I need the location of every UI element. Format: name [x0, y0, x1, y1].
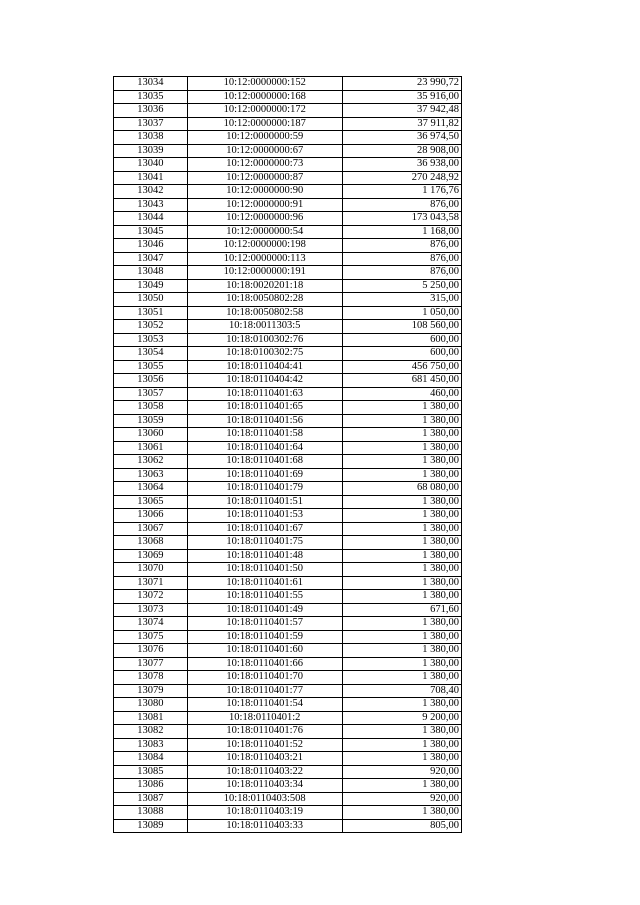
table-row	[114, 252, 462, 266]
row-number-cell: 13065	[114, 495, 188, 509]
cadastral-number-cell: 10:12:0000000:90	[187, 185, 342, 199]
value-cell: 671,60	[342, 603, 461, 617]
cadastral-number-cell: 10:18:0110401:68	[187, 455, 342, 469]
table-row	[114, 333, 462, 347]
cadastral-number-cell: 10:18:0110401:54	[187, 698, 342, 712]
cadastral-number-cell: 10:18:0110401:50	[187, 563, 342, 577]
table-row	[114, 441, 462, 455]
cadastral-number-cell: 10:18:0110403:22	[187, 765, 342, 779]
row-number-cell: 13060	[114, 428, 188, 442]
cadastral-number-cell: 10:18:0110401:52	[187, 738, 342, 752]
row-number-cell: 13038	[114, 131, 188, 145]
value-cell: 920,00	[342, 765, 461, 779]
cadastral-number-cell: 10:18:0110403:19	[187, 806, 342, 820]
value-cell: 1 176,76	[342, 185, 461, 199]
value-cell: 876,00	[342, 239, 461, 253]
value-cell: 456 750,00	[342, 360, 461, 374]
table-row	[114, 131, 462, 145]
row-number-cell: 13055	[114, 360, 188, 374]
table-row	[114, 698, 462, 712]
row-number-cell: 13086	[114, 779, 188, 793]
cadastral-number-cell: 10:18:0110401:57	[187, 617, 342, 631]
value-cell: 1 380,00	[342, 806, 461, 820]
cadastral-number-cell: 10:18:0110403:34	[187, 779, 342, 793]
row-number-cell: 13040	[114, 158, 188, 172]
value-cell: 36 938,00	[342, 158, 461, 172]
cadastral-number-cell: 10:18:0110401:56	[187, 414, 342, 428]
cadastral-number-cell: 10:18:0110401:59	[187, 630, 342, 644]
row-number-cell: 13041	[114, 171, 188, 185]
row-number-cell: 13071	[114, 576, 188, 590]
row-number-cell: 13079	[114, 684, 188, 698]
row-number-cell: 13084	[114, 752, 188, 766]
table-row	[114, 387, 462, 401]
table-row	[114, 630, 462, 644]
table-row	[114, 266, 462, 280]
cadastral-number-cell: 10:12:0000000:91	[187, 198, 342, 212]
table-row	[114, 576, 462, 590]
cadastral-number-cell: 10:18:0110401:63	[187, 387, 342, 401]
cadastral-number-cell: 10:12:0000000:113	[187, 252, 342, 266]
row-number-cell: 13069	[114, 549, 188, 563]
table-row	[114, 468, 462, 482]
cadastral-number-cell: 10:18:0110401:69	[187, 468, 342, 482]
value-cell: 5 250,00	[342, 279, 461, 293]
table-row	[114, 293, 462, 307]
cadastral-number-cell: 10:18:0110401:51	[187, 495, 342, 509]
cadastral-number-cell: 10:12:0000000:54	[187, 225, 342, 239]
cadastral-number-cell: 10:18:0110401:55	[187, 590, 342, 604]
value-cell: 1 380,00	[342, 644, 461, 658]
table-row	[114, 428, 462, 442]
row-number-cell: 13070	[114, 563, 188, 577]
value-cell: 270 248,92	[342, 171, 461, 185]
row-number-cell: 13036	[114, 104, 188, 118]
row-number-cell: 13088	[114, 806, 188, 820]
row-number-cell: 13050	[114, 293, 188, 307]
value-cell: 1 380,00	[342, 401, 461, 415]
value-cell: 876,00	[342, 252, 461, 266]
cadastral-number-cell: 10:18:0110403:21	[187, 752, 342, 766]
table-row	[114, 77, 462, 91]
table-row	[114, 563, 462, 577]
row-number-cell: 13076	[114, 644, 188, 658]
row-number-cell: 13053	[114, 333, 188, 347]
value-cell: 36 974,50	[342, 131, 461, 145]
cadastral-number-cell: 10:18:0110401:67	[187, 522, 342, 536]
cadastral-number-cell: 10:12:0000000:152	[187, 77, 342, 91]
value-cell: 1 380,00	[342, 414, 461, 428]
cadastral-number-cell: 10:18:0110403:33	[187, 819, 342, 833]
table-row	[114, 684, 462, 698]
table-row	[114, 306, 462, 320]
row-number-cell: 13047	[114, 252, 188, 266]
row-number-cell: 13078	[114, 671, 188, 685]
table-row	[114, 792, 462, 806]
value-cell: 1 050,00	[342, 306, 461, 320]
row-number-cell: 13054	[114, 347, 188, 361]
row-number-cell: 13077	[114, 657, 188, 671]
table-row	[114, 603, 462, 617]
row-number-cell: 13034	[114, 77, 188, 91]
value-cell: 173 043,58	[342, 212, 461, 226]
row-number-cell: 13044	[114, 212, 188, 226]
table-row	[114, 657, 462, 671]
value-cell: 1 168,00	[342, 225, 461, 239]
cadastral-number-cell: 10:12:0000000:96	[187, 212, 342, 226]
table-row	[114, 671, 462, 685]
row-number-cell: 13035	[114, 90, 188, 104]
cadastral-number-cell: 10:12:0000000:198	[187, 239, 342, 253]
row-number-cell: 13066	[114, 509, 188, 523]
table-row	[114, 374, 462, 388]
value-cell: 1 380,00	[342, 590, 461, 604]
row-number-cell: 13063	[114, 468, 188, 482]
row-number-cell: 13081	[114, 711, 188, 725]
value-cell: 876,00	[342, 266, 461, 280]
cadastral-number-cell: 10:18:0110401:65	[187, 401, 342, 415]
cadastral-number-cell: 10:12:0000000:87	[187, 171, 342, 185]
table-row	[114, 347, 462, 361]
value-cell: 1 380,00	[342, 630, 461, 644]
cadastral-number-cell: 10:12:0000000:187	[187, 117, 342, 131]
value-cell: 68 080,00	[342, 482, 461, 496]
value-cell: 37 911,82	[342, 117, 461, 131]
cadastral-number-cell: 10:12:0000000:67	[187, 144, 342, 158]
value-cell: 1 380,00	[342, 671, 461, 685]
table-row	[114, 158, 462, 172]
cadastral-number-cell: 10:18:0110401:76	[187, 725, 342, 739]
row-number-cell: 13073	[114, 603, 188, 617]
row-number-cell: 13043	[114, 198, 188, 212]
value-cell: 108 560,00	[342, 320, 461, 334]
value-cell: 1 380,00	[342, 549, 461, 563]
table-row	[114, 779, 462, 793]
value-cell: 1 380,00	[342, 468, 461, 482]
value-cell: 1 380,00	[342, 657, 461, 671]
cadastral-number-cell: 10:18:0110404:41	[187, 360, 342, 374]
value-cell: 1 380,00	[342, 738, 461, 752]
value-cell: 1 380,00	[342, 509, 461, 523]
cadastral-number-cell: 10:18:0110401:60	[187, 644, 342, 658]
row-number-cell: 13062	[114, 455, 188, 469]
table-row	[114, 198, 462, 212]
table-row	[114, 819, 462, 833]
cadastral-number-cell: 10:12:0000000:191	[187, 266, 342, 280]
table-row	[114, 455, 462, 469]
row-number-cell: 13068	[114, 536, 188, 550]
cadastral-number-cell: 10:18:0110404:42	[187, 374, 342, 388]
value-cell: 1 380,00	[342, 495, 461, 509]
value-cell: 23 990,72	[342, 77, 461, 91]
cadastral-number-cell: 10:18:0110401:2	[187, 711, 342, 725]
value-cell: 37 942,48	[342, 104, 461, 118]
value-cell: 1 380,00	[342, 441, 461, 455]
cadastral-number-cell: 10:18:0020201:18	[187, 279, 342, 293]
cadastral-number-cell: 10:18:0110401:64	[187, 441, 342, 455]
value-cell: 9 200,00	[342, 711, 461, 725]
row-number-cell: 13052	[114, 320, 188, 334]
table-row	[114, 617, 462, 631]
table-row	[114, 239, 462, 253]
cadastral-number-cell: 10:18:0110401:48	[187, 549, 342, 563]
table-row	[114, 90, 462, 104]
value-cell: 708,40	[342, 684, 461, 698]
cadastral-number-cell: 10:18:0110401:77	[187, 684, 342, 698]
value-cell: 1 380,00	[342, 576, 461, 590]
row-number-cell: 13058	[114, 401, 188, 415]
table-row	[114, 104, 462, 118]
table-row	[114, 752, 462, 766]
value-cell: 920,00	[342, 792, 461, 806]
table-row	[114, 738, 462, 752]
value-cell: 1 380,00	[342, 698, 461, 712]
cadastral-value-table	[113, 76, 462, 833]
table-row	[114, 806, 462, 820]
cadastral-number-cell: 10:18:0050802:58	[187, 306, 342, 320]
value-cell: 460,00	[342, 387, 461, 401]
table-row	[114, 509, 462, 523]
row-number-cell: 13048	[114, 266, 188, 280]
row-number-cell: 13049	[114, 279, 188, 293]
row-number-cell: 13074	[114, 617, 188, 631]
cadastral-number-cell: 10:18:0110401:70	[187, 671, 342, 685]
table-row	[114, 536, 462, 550]
row-number-cell: 13083	[114, 738, 188, 752]
cadastral-number-cell: 10:18:0110401:49	[187, 603, 342, 617]
value-cell: 315,00	[342, 293, 461, 307]
table-row	[114, 171, 462, 185]
row-number-cell: 13046	[114, 239, 188, 253]
row-number-cell: 13089	[114, 819, 188, 833]
table-row	[114, 549, 462, 563]
value-cell: 1 380,00	[342, 455, 461, 469]
table-row	[114, 765, 462, 779]
table-row	[114, 117, 462, 131]
row-number-cell: 13061	[114, 441, 188, 455]
table-row	[114, 644, 462, 658]
value-cell: 1 380,00	[342, 752, 461, 766]
cadastral-number-cell: 10:18:0050802:28	[187, 293, 342, 307]
cadastral-number-cell: 10:18:0110401:79	[187, 482, 342, 496]
row-number-cell: 13039	[114, 144, 188, 158]
value-cell: 1 380,00	[342, 779, 461, 793]
row-number-cell: 13085	[114, 765, 188, 779]
table-row	[114, 225, 462, 239]
row-number-cell: 13082	[114, 725, 188, 739]
cadastral-number-cell: 10:18:0011303:5	[187, 320, 342, 334]
row-number-cell: 13075	[114, 630, 188, 644]
row-number-cell: 13059	[114, 414, 188, 428]
row-number-cell: 13045	[114, 225, 188, 239]
cadastral-number-cell: 10:12:0000000:168	[187, 90, 342, 104]
row-number-cell: 13042	[114, 185, 188, 199]
value-cell: 1 380,00	[342, 522, 461, 536]
row-number-cell: 13056	[114, 374, 188, 388]
table-row	[114, 414, 462, 428]
value-cell: 600,00	[342, 347, 461, 361]
row-number-cell: 13037	[114, 117, 188, 131]
table-row	[114, 522, 462, 536]
table-row	[114, 360, 462, 374]
value-cell: 805,00	[342, 819, 461, 833]
row-number-cell: 13057	[114, 387, 188, 401]
row-number-cell: 13087	[114, 792, 188, 806]
row-number-cell: 13072	[114, 590, 188, 604]
row-number-cell: 13080	[114, 698, 188, 712]
value-cell: 1 380,00	[342, 725, 461, 739]
row-number-cell: 13051	[114, 306, 188, 320]
table-row	[114, 590, 462, 604]
cadastral-number-cell: 10:18:0110401:66	[187, 657, 342, 671]
cadastral-number-cell: 10:18:0110401:53	[187, 509, 342, 523]
cadastral-number-cell: 10:18:0110401:58	[187, 428, 342, 442]
cadastral-number-cell: 10:18:0110401:75	[187, 536, 342, 550]
cadastral-number-cell: 10:18:0110401:61	[187, 576, 342, 590]
cadastral-number-cell: 10:18:0100302:75	[187, 347, 342, 361]
cadastral-number-cell: 10:18:0100302:76	[187, 333, 342, 347]
table-row	[114, 725, 462, 739]
value-cell: 1 380,00	[342, 536, 461, 550]
cadastral-number-cell: 10:18:0110403:508	[187, 792, 342, 806]
table-row	[114, 185, 462, 199]
table-row	[114, 144, 462, 158]
value-cell: 876,00	[342, 198, 461, 212]
value-cell: 600,00	[342, 333, 461, 347]
table-row	[114, 279, 462, 293]
row-number-cell: 13064	[114, 482, 188, 496]
cadastral-number-cell: 10:12:0000000:172	[187, 104, 342, 118]
table-row	[114, 401, 462, 415]
value-cell: 681 450,00	[342, 374, 461, 388]
table-row	[114, 711, 462, 725]
table-row	[114, 482, 462, 496]
table-row	[114, 320, 462, 334]
value-cell: 35 916,00	[342, 90, 461, 104]
cadastral-number-cell: 10:12:0000000:59	[187, 131, 342, 145]
row-number-cell: 13067	[114, 522, 188, 536]
value-cell: 1 380,00	[342, 428, 461, 442]
table-row	[114, 212, 462, 226]
value-cell: 28 908,00	[342, 144, 461, 158]
table-row	[114, 495, 462, 509]
value-cell: 1 380,00	[342, 617, 461, 631]
value-cell: 1 380,00	[342, 563, 461, 577]
table-body	[114, 77, 462, 833]
cadastral-number-cell: 10:12:0000000:73	[187, 158, 342, 172]
